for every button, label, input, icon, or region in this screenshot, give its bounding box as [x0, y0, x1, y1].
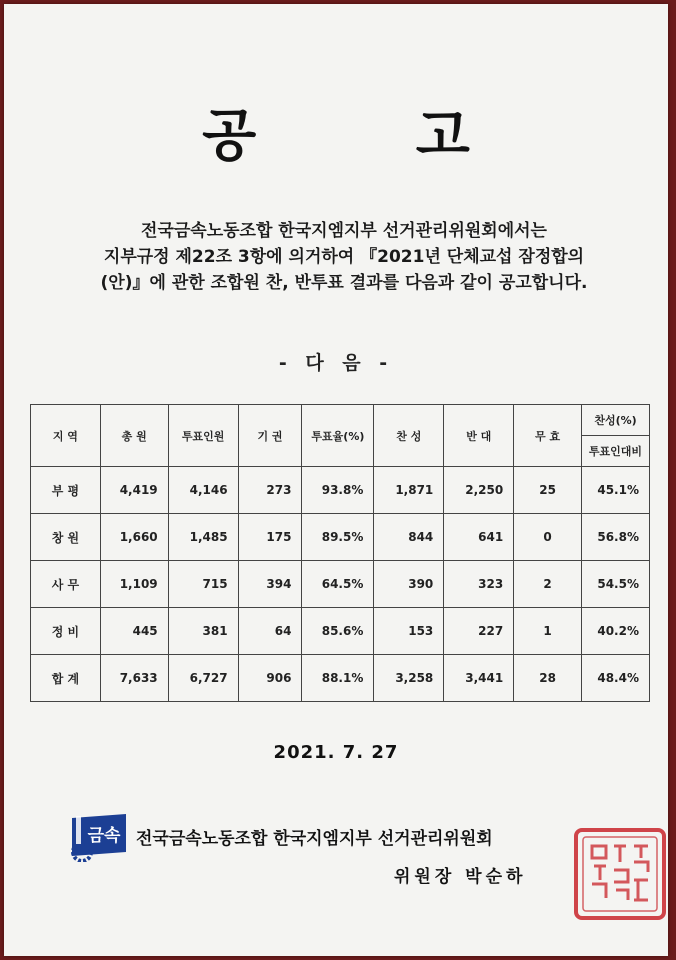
cell-abstain: 64 — [238, 608, 302, 655]
organization-name: 전국금속노동조합 한국지엠지부 선거관리위원회 — [136, 829, 493, 849]
cell-yes-rate: 54.5% — [581, 561, 649, 608]
cell-yes: 3,258 — [374, 655, 444, 702]
cell-turnout: 64.5% — [302, 561, 374, 608]
header-voters: 투표인원 — [168, 405, 238, 467]
notice-intro — [44, 218, 644, 296]
header-region: 지 역 — [31, 405, 101, 467]
cell-yes: 390 — [374, 561, 444, 608]
cell-turnout: 85.6% — [302, 608, 374, 655]
cell-yes: 1,871 — [374, 467, 444, 514]
cell-voters: 4,146 — [168, 467, 238, 514]
cell-voters: 6,727 — [168, 655, 238, 702]
cell-invalid: 28 — [514, 655, 582, 702]
cell-turnout: 93.8% — [302, 467, 374, 514]
union-logo-icon — [68, 812, 130, 862]
cell-turnout: 88.1% — [302, 655, 374, 702]
table-row — [31, 561, 650, 608]
cell-abstain: 394 — [238, 561, 302, 608]
cell-yes-rate: 45.1% — [581, 467, 649, 514]
cell-abstain: 175 — [238, 514, 302, 561]
cell-invalid: 2 — [514, 561, 582, 608]
cell-invalid: 1 — [514, 608, 582, 655]
cell-invalid: 0 — [514, 514, 582, 561]
header-no: 반 대 — [444, 405, 514, 467]
header-invalid: 무 효 — [514, 405, 582, 467]
cell-region: 창 원 — [31, 514, 101, 561]
cell-region: 합 계 — [31, 655, 101, 702]
chairperson-line: 위원장 박순하 — [394, 867, 527, 887]
table-row — [31, 467, 650, 514]
cell-yes: 153 — [374, 608, 444, 655]
cell-total: 445 — [100, 608, 168, 655]
cell-voters: 1,485 — [168, 514, 238, 561]
cell-invalid: 25 — [514, 467, 582, 514]
cell-no: 2,250 — [444, 467, 514, 514]
cell-yes-rate: 48.4% — [581, 655, 649, 702]
cell-region: 정 비 — [31, 608, 101, 655]
header-yes-rate-bottom: 투표인대비 — [581, 436, 649, 467]
header-total: 총 원 — [100, 405, 168, 467]
table-row-total — [31, 655, 650, 702]
table-header-row — [31, 405, 650, 436]
cell-voters: 381 — [168, 608, 238, 655]
cell-region: 사 무 — [31, 561, 101, 608]
cell-total: 7,633 — [100, 655, 168, 702]
header-yes: 찬 성 — [374, 405, 444, 467]
cell-no: 227 — [444, 608, 514, 655]
header-abstain: 기 권 — [238, 405, 302, 467]
cell-no: 641 — [444, 514, 514, 561]
table-row — [31, 514, 650, 561]
intro-line-3: (안)』에 관한 조합원 찬, 반투표 결과를 다음과 같이 공고합니다. — [100, 273, 588, 293]
cell-total: 1,660 — [100, 514, 168, 561]
subheading: - 다 음 - — [278, 352, 394, 374]
cell-voters: 715 — [168, 561, 238, 608]
cell-yes-rate: 56.8% — [581, 514, 649, 561]
cell-turnout: 89.5% — [302, 514, 374, 561]
header-turnout: 투표율(%) — [302, 405, 374, 467]
cell-total: 4,419 — [100, 467, 168, 514]
cell-yes-rate: 40.2% — [581, 608, 649, 655]
official-seal-icon — [572, 826, 668, 922]
header-yes-rate-top: 찬성(%) — [581, 405, 649, 436]
notice-title: 공 고 — [202, 104, 540, 169]
logo-text: 금속 — [87, 826, 121, 846]
cell-yes: 844 — [374, 514, 444, 561]
cell-abstain: 906 — [238, 655, 302, 702]
cell-abstain: 273 — [238, 467, 302, 514]
cell-no: 3,441 — [444, 655, 514, 702]
cell-total: 1,109 — [100, 561, 168, 608]
intro-line-1: 전국금속노동조합 한국지엠지부 선거관리위원회에서는 — [141, 221, 547, 241]
cell-region: 부 평 — [31, 467, 101, 514]
notice-date: 2021. 7. 27 — [273, 742, 399, 763]
vote-results-table — [30, 404, 650, 702]
cell-no: 323 — [444, 561, 514, 608]
intro-line-2: 지부규정 제22조 3항에 의거하여 『2021년 단체교섭 잠정합의 — [103, 247, 585, 267]
table-row — [31, 608, 650, 655]
notice-paper — [4, 4, 668, 956]
